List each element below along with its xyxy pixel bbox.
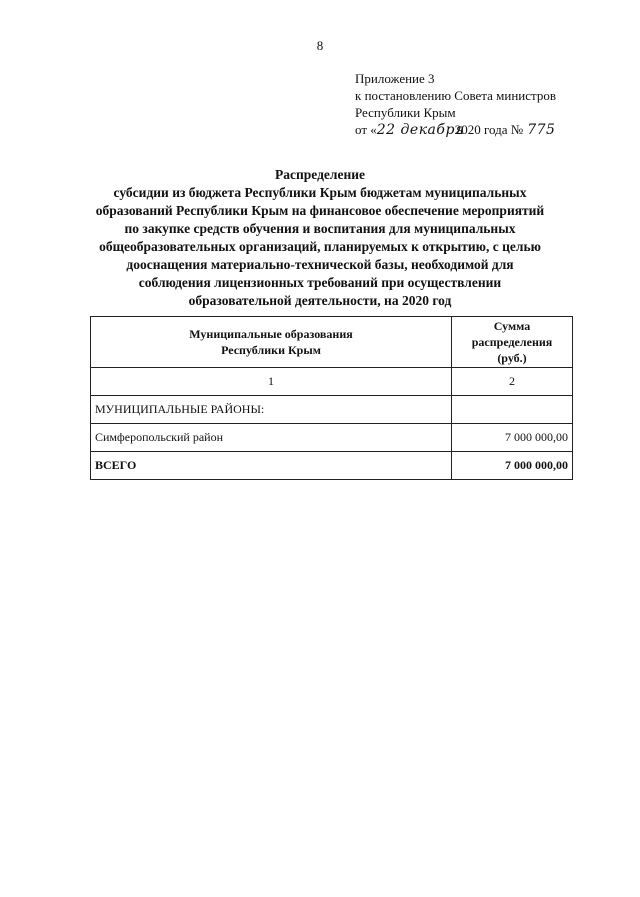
appendix-republic-line: Республики Крым xyxy=(355,105,456,120)
heading-line-2: субсидии из бюджета Республики Крым бюджетам муниципальных xyxy=(113,185,527,200)
date-suffix: 2020 года № xyxy=(454,122,524,137)
appendix-date-line xyxy=(355,121,556,139)
distribution-table xyxy=(90,316,573,480)
header-amount xyxy=(452,317,573,368)
section-label: МУНИЦИПАЛЬНЫЕ РАЙОНЫ: xyxy=(91,396,452,424)
heading-line-5: общеобразовательных организаций, планируемых к открытию, с целью xyxy=(99,239,541,254)
heading-line-3: образований Республики Крым на финансовое обеспечение мероприятий xyxy=(95,203,545,218)
municipality-name: Симферопольский район xyxy=(91,424,452,452)
heading-line-8: образовательной деятельности, на 2020 год xyxy=(188,293,452,308)
header-amount-line-2: распределения (руб.) xyxy=(471,335,553,365)
table-header-row xyxy=(91,317,573,368)
header-municipalities xyxy=(91,317,452,368)
heading-line-1: Распределение xyxy=(274,167,366,182)
total-amount: 7 000 000,00 xyxy=(452,452,573,480)
heading-line-6: дооснащения материально-технической базы, необходимой для xyxy=(126,257,514,272)
heading-line-7: соблюдения лицензионных требований при осуществлении xyxy=(138,275,502,290)
section-row xyxy=(91,396,573,424)
heading-line-4: по закупке средств обучения и воспитания для муниципальных xyxy=(124,221,516,236)
page-number: 8 xyxy=(316,38,324,53)
table-row xyxy=(91,424,573,452)
handwritten-number: 775 xyxy=(527,122,556,138)
municipality-amount: 7 000 000,00 xyxy=(452,424,573,452)
header-municipalities-line-2: Республики Крым xyxy=(221,343,321,357)
column-number-1: 1 xyxy=(91,368,452,396)
appendix-title: Приложение 3 xyxy=(355,71,435,86)
appendix-block xyxy=(355,70,556,139)
total-label: ВСЕГО xyxy=(91,452,452,480)
column-number-row xyxy=(91,368,573,396)
section-amount-empty xyxy=(452,396,573,424)
handwritten-date: 22 декабря xyxy=(376,122,465,138)
date-prefix: от « xyxy=(355,122,377,137)
column-number-2: 2 xyxy=(452,368,573,396)
header-municipalities-line-1: Муниципальные образования xyxy=(189,327,353,341)
header-amount-line-1: Сумма xyxy=(493,319,531,333)
document-heading xyxy=(70,166,570,310)
total-row xyxy=(91,452,573,480)
appendix-decree-line: к постановлению Совета министров xyxy=(355,88,556,103)
